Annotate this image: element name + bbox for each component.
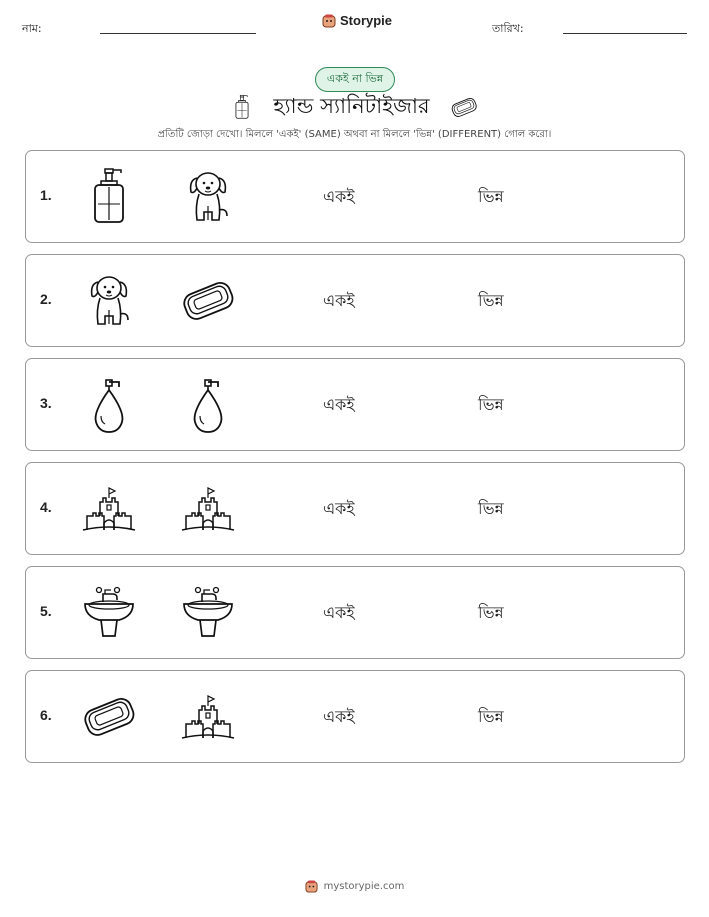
name-field-line[interactable] [100,33,256,34]
page-title: হ্যান্ড স্যানিটাইজার [273,93,430,118]
storypie-logo-icon [322,14,336,28]
worksheet-header [0,0,709,50]
option-same[interactable]: একই [323,707,355,726]
instructions: প্রতিটি জোড়া দেখো। মিললে 'একই' (SAME) অথবা না মিললে 'ভিন্ন' (DIFFERENT) গোল করো। [157,129,552,140]
question-number: 2. [40,291,52,307]
option-different[interactable]: ভিন্ন [478,187,504,206]
question-row [25,566,685,659]
question-number: 6. [40,707,52,723]
sandcastle-icon [178,478,238,538]
soap-bar-icon [79,686,139,746]
question-number: 3. [40,395,52,411]
option-same[interactable]: একই [323,395,355,414]
sink-icon [178,582,238,642]
option-same[interactable]: একই [323,291,355,310]
dog-icon [178,166,238,226]
sink-icon [79,582,139,642]
soap-drop-icon [79,374,139,434]
option-different[interactable]: ভিন্ন [478,395,504,414]
question-row [25,254,685,347]
date-field-line[interactable] [563,33,687,34]
question-number: 5. [40,603,52,619]
option-different[interactable]: ভিন্ন [478,707,504,726]
sanitizer-bottle-icon [229,92,255,122]
footer-url[interactable]: mystorypie.com [323,881,405,892]
activity-badge: একই না ভিন্ন [315,67,395,92]
option-different[interactable]: ভিন্ন [478,499,504,518]
brand-logo [322,13,392,28]
date-label: তারিখ: [492,22,524,35]
question-number: 4. [40,499,52,515]
title-row [0,92,709,122]
soap-bar-icon [448,92,480,122]
storypie-logo-icon [305,880,318,893]
option-different[interactable]: ভিন্ন [478,603,504,622]
option-same[interactable]: একই [323,187,355,206]
soap-bar-icon [178,270,238,330]
question-row [25,462,685,555]
soap-drop-icon [178,374,238,434]
sandcastle-icon [178,686,238,746]
option-same[interactable]: একই [323,603,355,622]
question-row [25,670,685,763]
dog-icon [79,270,139,330]
sandcastle-icon [79,478,139,538]
question-row [25,150,685,243]
name-label: নাম: [22,22,42,35]
sanitizer-bottle-icon [79,166,139,226]
option-different[interactable]: ভিন্ন [478,291,504,310]
question-row [25,358,685,451]
question-number: 1. [40,187,52,203]
footer [0,880,709,893]
option-same[interactable]: একই [323,499,355,518]
brand-name: Storypie [340,13,393,28]
